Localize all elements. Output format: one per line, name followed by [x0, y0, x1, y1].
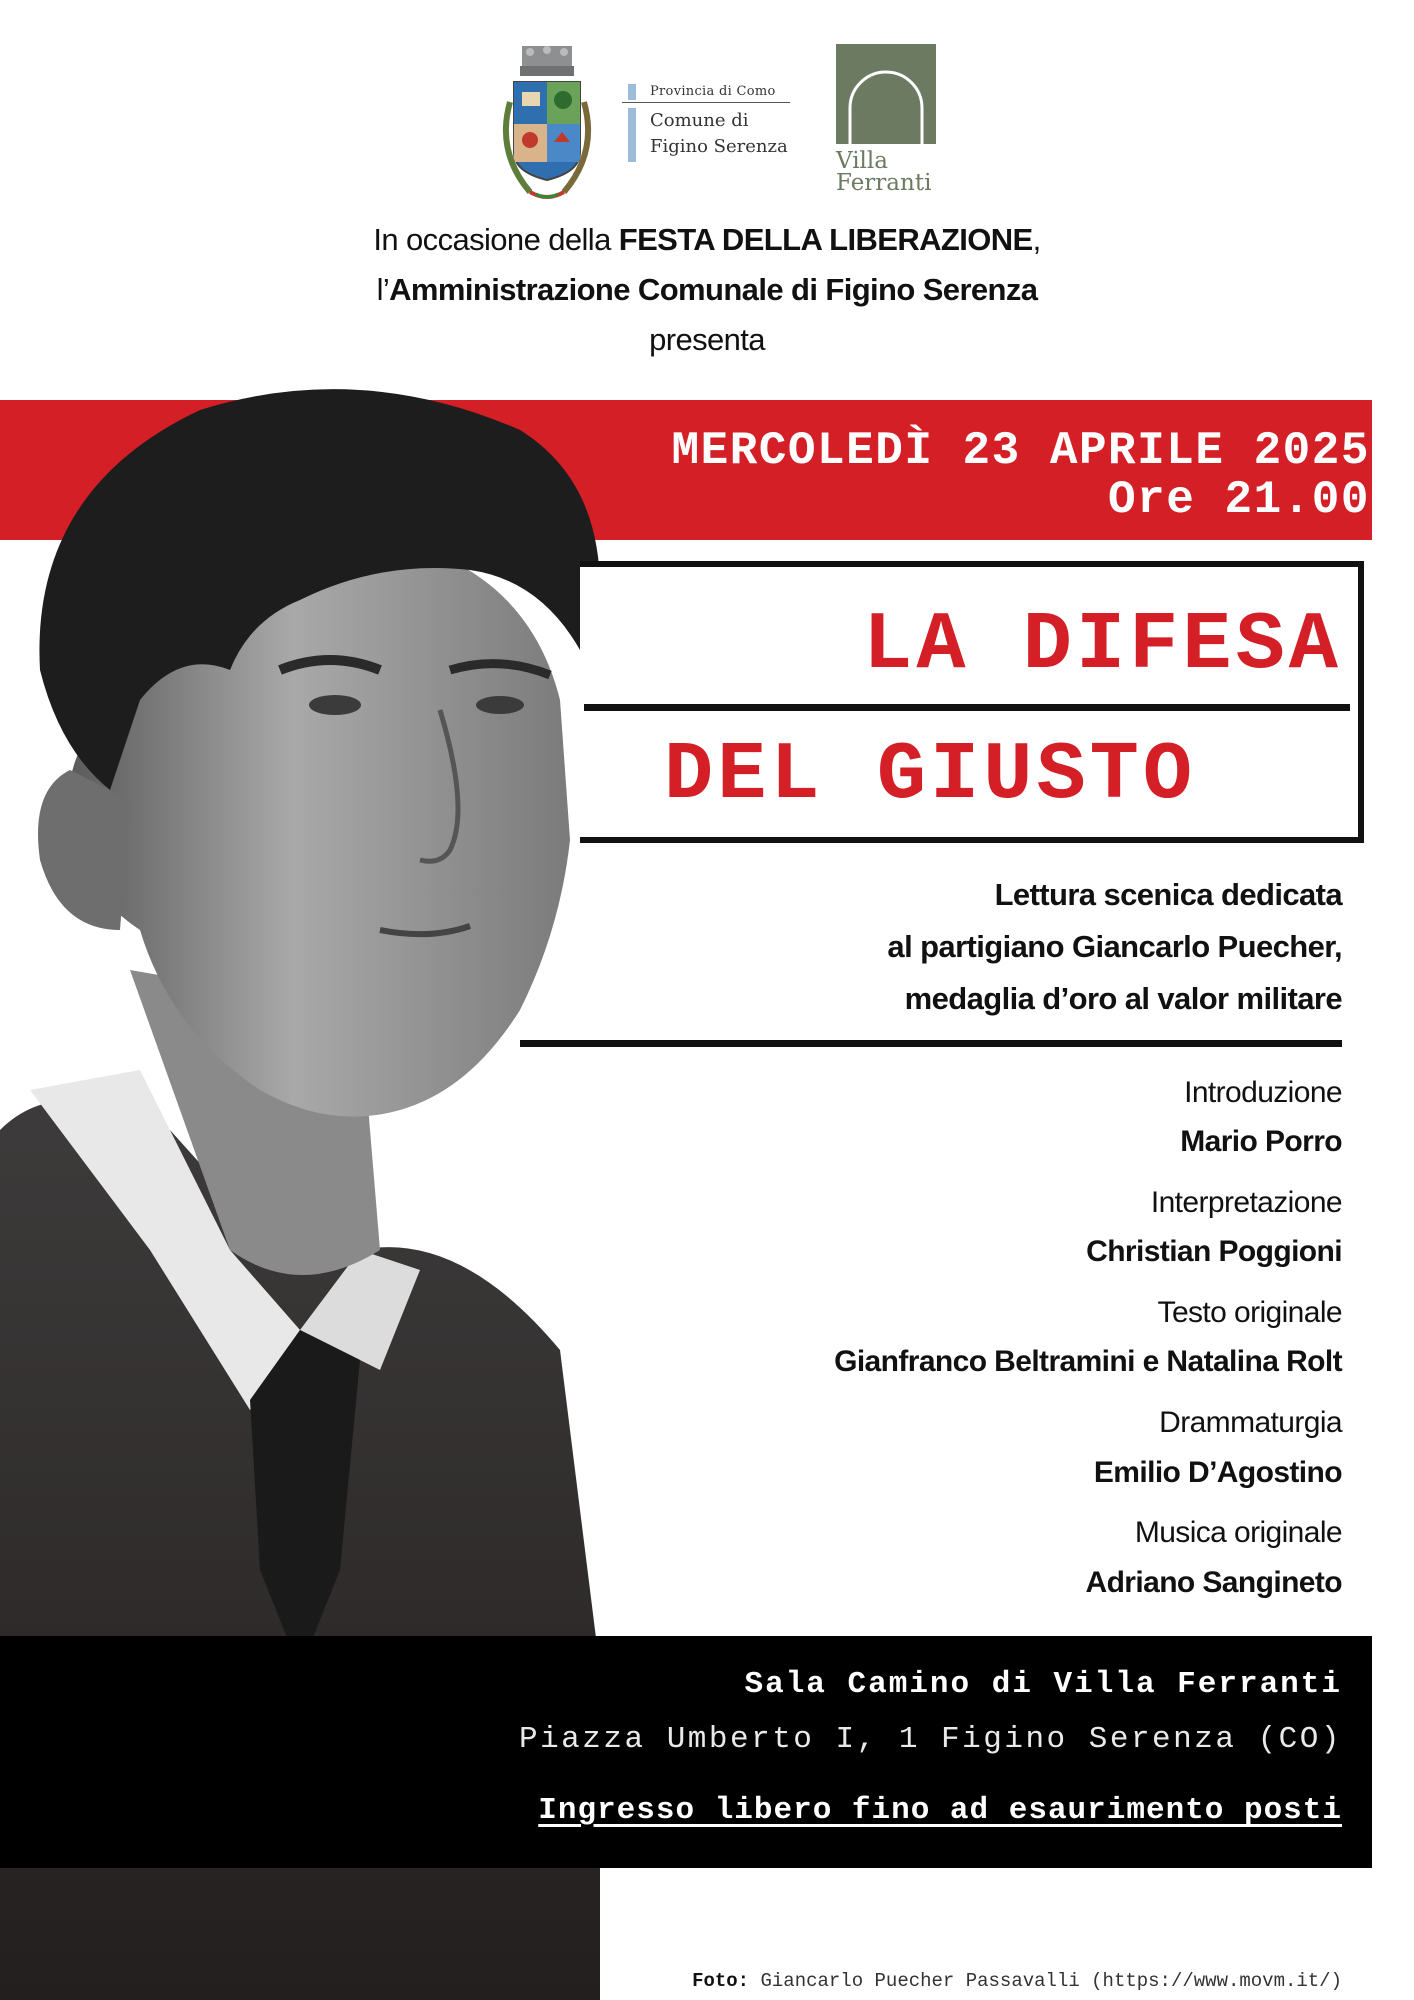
credit-role: Testo originale: [1157, 1296, 1342, 1329]
venue-address: Piazza Umberto I, 1 Figino Serenza (CO): [518, 1722, 1342, 1757]
title-line-2: DEL GIUSTO: [664, 729, 1197, 822]
credit-name: Gianfranco Beltramini e Natalina Rolt: [834, 1345, 1342, 1378]
comune-logo-bar: [628, 84, 636, 100]
credit-name: Emilio D’Agostino: [1093, 1456, 1342, 1489]
intro-presenta: presenta: [649, 322, 765, 357]
event-time: Ore 21.00: [1108, 474, 1370, 526]
event-date: MERCOLEDÌ 23 APRILE 2025: [671, 425, 1370, 477]
title-divider: [584, 704, 1350, 711]
intro-text: In occasione della: [373, 222, 619, 257]
provincia-label: Provincia di Como: [650, 84, 776, 99]
credit-role: Drammaturgia: [1159, 1406, 1342, 1439]
villa-logo-text-line1: Villa: [836, 148, 888, 174]
comune-name-line2: Figino Serenza: [650, 136, 788, 157]
coat-of-arms-logo: [490, 42, 604, 206]
villa-logo-text-line2: Ferranti: [836, 170, 932, 196]
description-divider: [520, 1040, 1342, 1047]
credit-role: Musica originale: [1134, 1516, 1342, 1549]
photo-credit-text: Giancarlo Puecher Passavalli (https://www.movm.it/): [749, 1970, 1342, 1992]
credit-name: Mario Porro: [1180, 1125, 1342, 1158]
venue-name: Sala Camino di Villa Ferranti: [744, 1667, 1342, 1702]
arch-icon: [836, 44, 936, 144]
photo-credit-label: Foto:: [692, 1970, 750, 1992]
credit-name: Adriano Sangineto: [1085, 1566, 1342, 1599]
villa-ferranti-logo: [832, 44, 944, 204]
description-line-3: medaglia d’oro al valor militare: [904, 981, 1342, 1016]
credit-name: Christian Poggioni: [1086, 1235, 1342, 1268]
credit-role: Introduzione: [1184, 1076, 1342, 1109]
comune-logo-rule: [622, 102, 790, 103]
intro-text: ,: [1032, 222, 1041, 257]
intro-line-1: [0, 222, 1414, 258]
intro-text: l’: [376, 272, 390, 307]
credit-role: Interpretazione: [1150, 1186, 1342, 1219]
description-line-2: al partigiano Giancarlo Puecher,: [887, 929, 1342, 964]
festa-liberazione: FESTA DELLA LIBERAZIONE: [618, 222, 1033, 257]
title-line-1: LA DIFESA: [863, 599, 1342, 692]
intro-line-2: [0, 272, 1414, 308]
comune-logo: [622, 80, 792, 160]
comune-name-line1: Comune di: [650, 110, 749, 131]
description-line-1: Lettura scenica dedicata: [994, 877, 1342, 912]
comune-logo-bar: [628, 108, 636, 162]
free-entry-notice: Ingresso libero fino ad esaurimento posti: [538, 1793, 1342, 1828]
organizer: Amministrazione Comunale di Figino Serenza: [389, 272, 1038, 307]
photo-credit: [692, 1970, 1342, 1992]
